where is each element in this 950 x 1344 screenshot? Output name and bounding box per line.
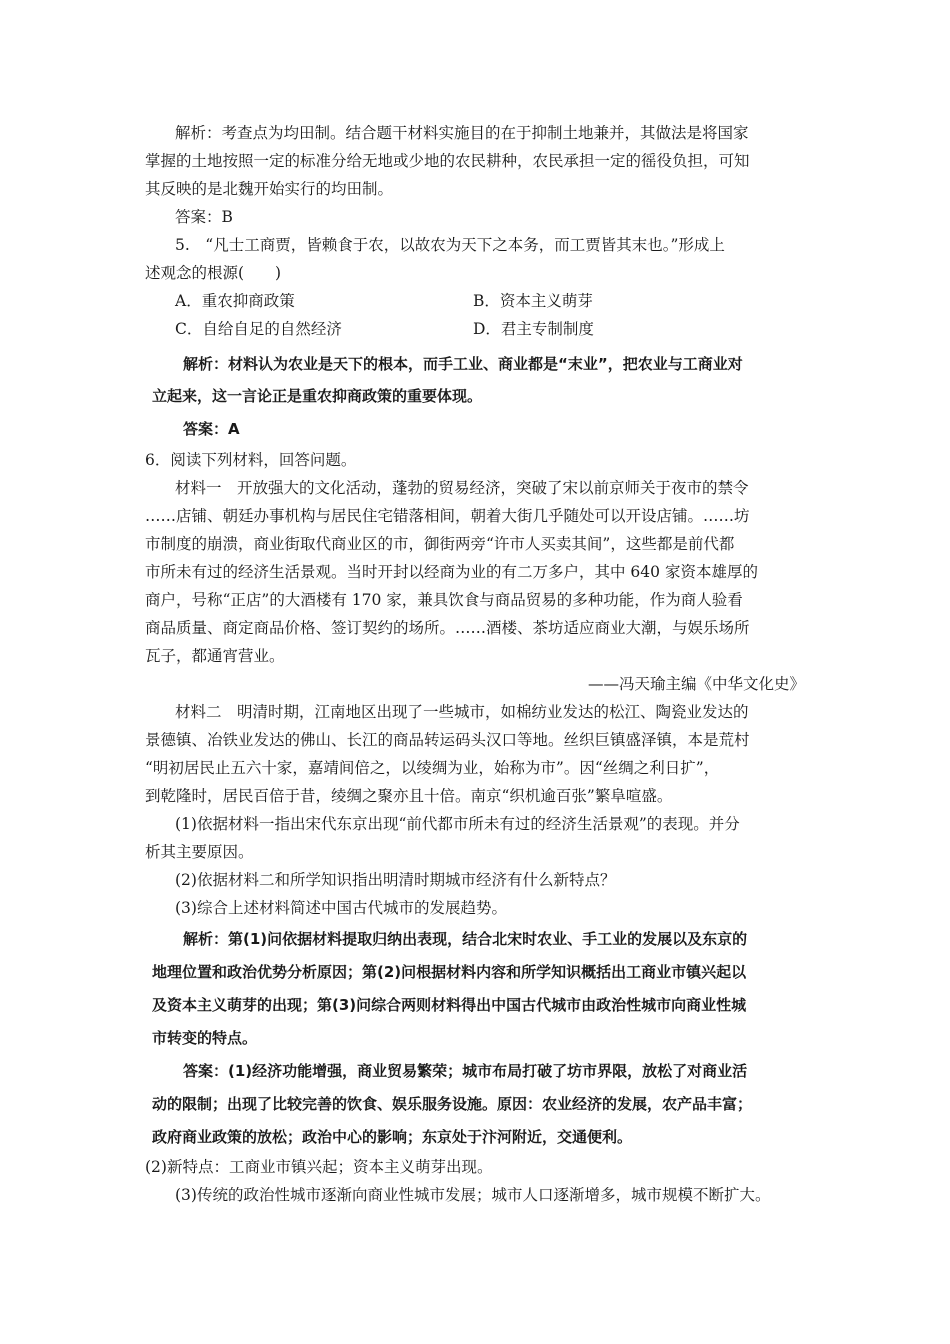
q6-material1-source: ——冯天瑜主编《中华文化史》 xyxy=(587,675,805,693)
q4-analysis-line-3: 其反映的是北魏开始实行的均田制。 xyxy=(145,180,394,198)
q6-material1-line-5: 商户，号称“正店”的大酒楼有 170 家，兼具饮食与商品贸易的多种功能，作为商人验看 xyxy=(145,591,743,609)
q5-stem-line-1: 5. “凡士工商贾，皆赖食于农，以故农为天下之本务，而工贾皆其末也。”形成上 xyxy=(175,236,725,254)
q4-answer: 答案：B xyxy=(175,208,233,226)
q6-stem: 6．阅读下列材料，回答问题。 xyxy=(145,451,357,469)
q6-analysis-line-1: 解析：第(1)问依据材料提取归纳出表现，结合北宋时农业、手工业的发展以及东京的 xyxy=(183,930,748,948)
q6-material1-line-2: ……店铺、朝廷办事机构与居民住宅错落相间，朝着大街几乎随处可以开设店铺。……坊 xyxy=(145,507,750,525)
q5-option-d: D．君主专制制度 xyxy=(473,320,594,338)
q6-material1-line-3: 市制度的崩溃，商业街取代商业区的市，御街两旁“许市人买卖其间”，这些都是前代都 xyxy=(145,535,735,553)
q6-answer-line-4: (2)新特点：工商业市镇兴起；资本主义萌芽出现。 xyxy=(145,1158,493,1176)
q6-answer-line-5: (3)传统的政治性城市逐渐向商业性城市发展；城市人口逐渐增多，城市规模不断扩大。 xyxy=(175,1186,771,1204)
q6-question-3: (3)综合上述材料简述中国古代城市的发展趋势。 xyxy=(175,899,507,917)
q6-material1-line-1: 材料一 开放强大的文化活动，蓬勃的贸易经济，突破了宋以前京师关于夜市的禁令 xyxy=(175,479,749,497)
q5-option-c: C．自给自足的自然经济 xyxy=(175,320,342,338)
q6-analysis-line-4: 市转变的特点。 xyxy=(152,1029,258,1047)
q5-option-a: A．重农抑商政策 xyxy=(175,292,295,310)
q6-material2-line-2: 景德镇、冶铁业发达的佛山、长江的商品转运码头汉口等地。丝织巨镇盛泽镇，本是荒村 xyxy=(145,731,750,749)
q6-answer-line-2: 动的限制；出现了比较完善的饮食、娱乐服务设施。原因：农业经济的发展，农产品丰富； xyxy=(152,1095,753,1113)
q6-material2-line-3: “明初居民止五六十家，嘉靖间倍之，以绫绸为业，始称为市”。因“丝绸之利日扩”， xyxy=(145,759,720,777)
q6-material1-line-6: 商品质量、商定商品价格、签订契约的场所。……酒楼、茶坊适应商业大潮，与娱乐场所 xyxy=(145,619,750,637)
q6-question-2: (2)依据材料二和所学知识指出明清时期城市经济有什么新特点？ xyxy=(175,871,616,889)
q6-question-1-line-2: 析其主要原因。 xyxy=(145,843,254,861)
q6-analysis-line-3: 及资本主义萌芽的出现；第(3)问综合两则材料得出中国古代城市由政治性城市向商业性城 xyxy=(152,996,747,1014)
q5-option-b: B．资本主义萌芽 xyxy=(473,292,593,310)
q6-material2-line-1: 材料二 明清时期，江南地区出现了一些城市，如棉纺业发达的松江、陶瓷业发达的 xyxy=(175,703,749,721)
q6-answer-line-3: 政府商业政策的放松；政治中心的影响；东京处于汴河附近，交通便利。 xyxy=(152,1128,633,1146)
q6-material1-line-4: 市所未有过的经济生活景观。当时开封以经商为业的有二万多户，其中 640 家资本雄厚的 xyxy=(145,563,758,581)
q6-analysis-line-2: 地理位置和政治优势分析原因；第(2)问根据材料内容和所学知识概括出工商业市镇兴起以 xyxy=(152,963,747,981)
q5-answer: 答案：A xyxy=(183,420,240,438)
q5-analysis-line-2: 立起来，这一言论正是重农抑商政策的重要体现。 xyxy=(152,387,483,405)
q6-question-1-line-1: (1)依据材料一指出宋代东京出现“前代都市所未有过的经济生活景观”的表现。并分 xyxy=(175,815,740,833)
q6-material2-line-4: 到乾隆时，居民百倍于昔，绫绸之聚亦且十倍。南京“织机逾百张”繁阜喧盛。 xyxy=(145,787,673,805)
q5-stem-line-2: 述观念的根源( ) xyxy=(145,264,282,282)
q4-analysis-line-1: 解析：考查点为均田制。结合题干材料实施目的在于抑制土地兼并，其做法是将国家 xyxy=(175,124,749,142)
q5-analysis-line-1: 解析：材料认为农业是天下的根本，而手工业、商业都是“末业”，把农业与工商业对 xyxy=(183,355,743,373)
q6-answer-line-1: 答案：(1)经济功能增强，商业贸易繁荣；城市布局打破了坊市界限，放松了对商业活 xyxy=(183,1062,748,1080)
q4-analysis-line-2: 掌握的土地按照一定的标准分给无地或少地的农民耕种，农民承担一定的徭役负担，可知 xyxy=(145,152,750,170)
q6-material1-line-7: 瓦子，都通宵营业。 xyxy=(145,647,285,665)
